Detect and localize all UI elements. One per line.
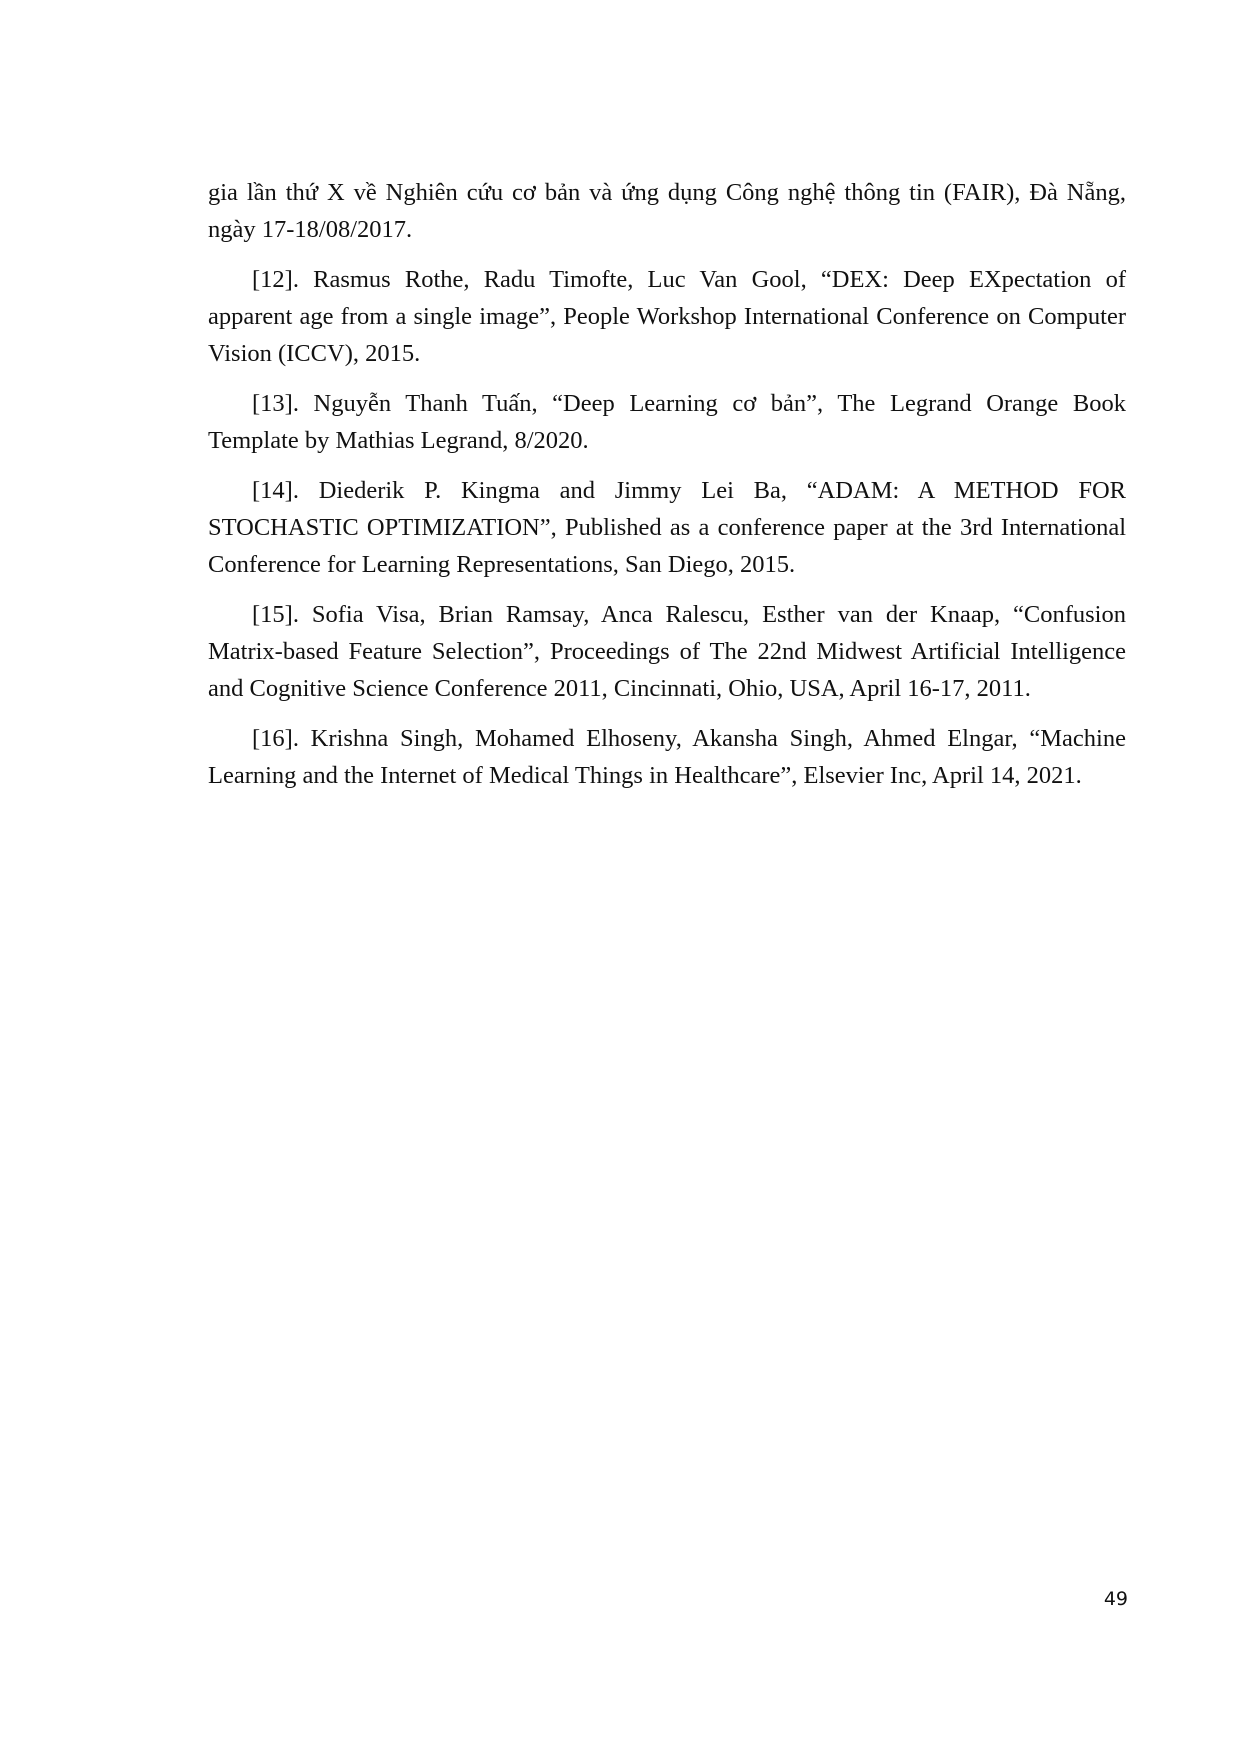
reference-item-16: [16]. Krishna Singh, Mohamed Elhoseny, Akansha Singh, Ahmed Elngar, “Machine Learning and the Internet of Medical Things in Healthcare”, Elsevier Inc, April 14, 2021. xyxy=(208,725,1126,789)
reference-continuation: gia lần thứ X về Nghiên cứu cơ bản và ứng dụng Công nghệ thông tin (FAIR), Đà Nẵng, ngày 17-18/08/2017. xyxy=(208,179,1126,243)
reference-list xyxy=(208,174,1126,807)
page-number: 49 xyxy=(1103,1588,1128,1610)
reference-item-12: [12]. Rasmus Rothe, Radu Timofte, Luc Van Gool, “DEX: Deep EXpectation of apparent age from a single image”, People Workshop International Conference on Computer Vision (ICCV), 2015. xyxy=(208,266,1126,367)
reference-item-14: [14]. Diederik P. Kingma and Jimmy Lei Ba, “ADAM: A METHOD FOR STOCHASTIC OPTIMIZATION”, Published as a conference paper at the 3rd International Conference for Learning Representations, San Diego, 2015. xyxy=(208,477,1126,578)
reference-item-15: [15]. Sofia Visa, Brian Ramsay, Anca Ralescu, Esther van der Knaap, “Confusion Matrix-based Feature Selection”, Proceedings of The 22nd Midwest Artificial Intelligence and Cognitive Science Conference 2011, Cincinnati, Ohio, USA, April 16-17, 2011. xyxy=(208,601,1126,702)
reference-item-13: [13]. Nguyễn Thanh Tuấn, “Deep Learning cơ bản”, The Legrand Orange Book Template by Mathias Legrand, 8/2020. xyxy=(208,390,1126,454)
